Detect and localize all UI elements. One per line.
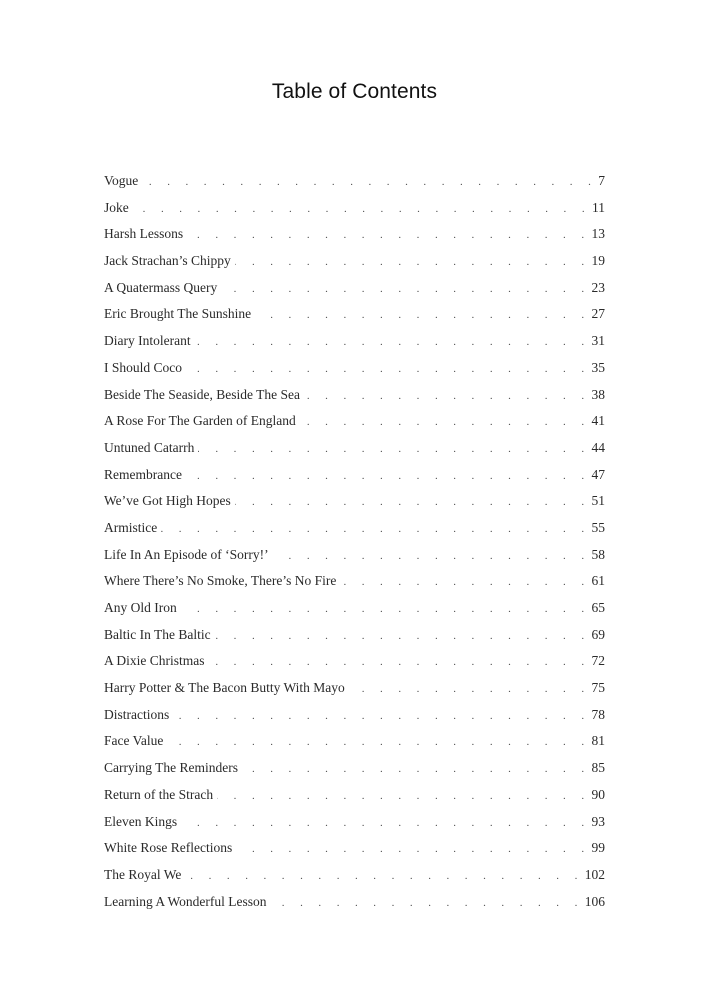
toc-entry-page-number: 41 [591, 413, 605, 429]
toc-dot-leader [273, 550, 591, 562]
toc-entry [104, 226, 605, 253]
toc-entry-title: Return of the Strach [104, 786, 214, 802]
toc-entry-title: Armistice [104, 519, 158, 535]
toc-dot-leader [300, 416, 591, 428]
toc-entry [104, 280, 605, 307]
toc-dot-leader [304, 390, 591, 402]
toc-entry-page-number: 13 [591, 226, 605, 242]
toc-entry-page-number: 55 [591, 519, 605, 535]
toc-dot-leader [185, 870, 583, 882]
toc-entry [104, 627, 605, 654]
toc-dot-leader [215, 630, 591, 642]
toc-entry [104, 467, 605, 494]
toc-entry-title: White Rose Reflections [104, 840, 233, 856]
toc-entry [104, 547, 605, 574]
toc-dot-leader [186, 470, 591, 482]
toc-entry-page-number: 47 [591, 466, 605, 482]
toc-entry-title: Harry Potter & The Bacon Butty With Mayo [104, 680, 345, 696]
toc-entry-title: A Dixie Christmas [104, 653, 205, 669]
toc-entry [104, 306, 605, 333]
toc-entry-title: Vogue [104, 173, 139, 188]
toc-entry [104, 680, 605, 707]
toc-dot-leader [217, 790, 590, 802]
toc-entry [104, 413, 605, 440]
toc-dot-leader [161, 523, 590, 535]
toc-entry-page-number: 61 [591, 573, 605, 589]
toc-entry-title: Where There’s No Smoke, There’s No Fire [104, 573, 337, 589]
toc-dot-leader [181, 817, 590, 829]
toc-entry-page-number: 65 [591, 600, 605, 615]
page-title: Table of Contents [271, 80, 438, 103]
toc-entry [104, 360, 605, 387]
toc-entry-title: Remembrance [104, 466, 182, 482]
toc-entry-page-number: 93 [591, 813, 605, 829]
toc-dot-leader [235, 256, 591, 268]
toc-dot-leader [209, 656, 591, 668]
toc-entry-title: Carrying The Reminders [104, 760, 238, 776]
toc-entry [104, 707, 605, 734]
toc-dot-leader [167, 736, 590, 748]
toc-dot-leader [255, 309, 590, 321]
toc-dot-leader [349, 683, 591, 695]
toc-entry [104, 200, 605, 227]
toc-dot-leader [236, 843, 590, 855]
toc-entry [104, 387, 605, 414]
toc-entry [104, 173, 605, 200]
toc-dot-leader [142, 176, 597, 188]
toc-dot-leader [195, 336, 591, 348]
toc-entry-title: Diary Intolerant [104, 333, 191, 349]
toc-entry-page-number: 58 [591, 546, 605, 562]
toc-entry-page-number: 72 [591, 653, 605, 669]
toc-entry-title: Harsh Lessons [104, 226, 184, 242]
toc-entry-title: Beside The Seaside, Beside The Sea [104, 386, 300, 402]
toc-entry [104, 733, 605, 760]
toc-entry-page-number: 27 [591, 306, 605, 322]
toc-entry-page-number: 99 [591, 840, 605, 856]
toc-entry [104, 333, 605, 360]
toc-entry [104, 814, 605, 841]
toc-dot-leader [271, 897, 584, 909]
toc-dot-leader [221, 283, 590, 295]
toc-entry [104, 253, 605, 280]
toc-entry-page-number: 23 [591, 279, 605, 295]
toc-entry [104, 787, 605, 814]
toc-dot-leader [133, 203, 591, 215]
toc-entry-page-number: 35 [591, 359, 605, 375]
toc-entry-title: Baltic In The Baltic [104, 626, 211, 642]
toc-entry [104, 867, 605, 894]
toc-entry [104, 573, 605, 600]
toc-dot-leader [242, 763, 591, 775]
toc-entry [104, 894, 605, 921]
toc-entry-page-number: 75 [591, 680, 605, 696]
toc-entry-title: Eric Brought The Sunshine [104, 306, 252, 322]
toc-entry [104, 493, 605, 520]
toc-entry-title: Untuned Catarrh [104, 439, 195, 455]
toc-entry-title: I Should Coco [104, 359, 183, 375]
toc-entry [104, 653, 605, 680]
toc-dot-leader [186, 363, 590, 375]
toc-entry-page-number: 19 [591, 253, 605, 269]
toc-entry-title: Any Old Iron [104, 600, 177, 615]
toc-dot-leader [173, 710, 590, 722]
toc-entry-page-number: 11 [592, 199, 605, 215]
toc-entry-title: We’ve Got High Hopes [104, 493, 231, 509]
toc-entry [104, 840, 605, 867]
toc-entry-page-number: 38 [591, 386, 605, 402]
toc-dot-leader [187, 229, 590, 241]
toc-entry-title: Life In An Episode of ‘Sorry!’ [104, 546, 269, 562]
table-of-contents [104, 173, 605, 920]
toc-entry [104, 440, 605, 467]
toc-entry-title: Joke [104, 199, 129, 215]
toc-dot-leader [181, 603, 591, 615]
toc-entry-title: Distractions [104, 706, 170, 722]
toc-dot-leader [340, 576, 590, 588]
toc-entry-page-number: 7 [598, 173, 605, 188]
toc-entry-title: Eleven Kings [104, 813, 178, 829]
toc-entry-page-number: 85 [591, 760, 605, 776]
toc-dot-leader [235, 496, 591, 508]
toc-entry-page-number: 69 [591, 626, 605, 642]
toc-entry-page-number: 51 [591, 493, 605, 509]
toc-entry [104, 600, 605, 627]
toc-entry-page-number: 78 [591, 706, 605, 722]
toc-entry [104, 520, 605, 547]
toc-entry-title: A Quatermass Query [104, 279, 218, 295]
toc-entry-title: Face Value [104, 733, 164, 749]
toc-entry-page-number: 44 [591, 439, 605, 455]
toc-entry-page-number: 31 [591, 333, 605, 349]
toc-dot-leader [198, 443, 590, 455]
toc-entry-title: The Royal We [104, 866, 182, 882]
toc-entry [104, 760, 605, 787]
toc-entry-title: Learning A Wonderful Lesson [104, 893, 267, 909]
toc-entry-page-number: 90 [591, 786, 605, 802]
toc-entry-title: Jack Strachan’s Chippy [104, 253, 231, 269]
toc-entry-title: A Rose For The Garden of England [104, 413, 296, 429]
toc-entry-page-number: 106 [584, 893, 605, 909]
toc-entry-page-number: 81 [591, 733, 605, 749]
toc-entry-page-number: 102 [584, 866, 605, 882]
